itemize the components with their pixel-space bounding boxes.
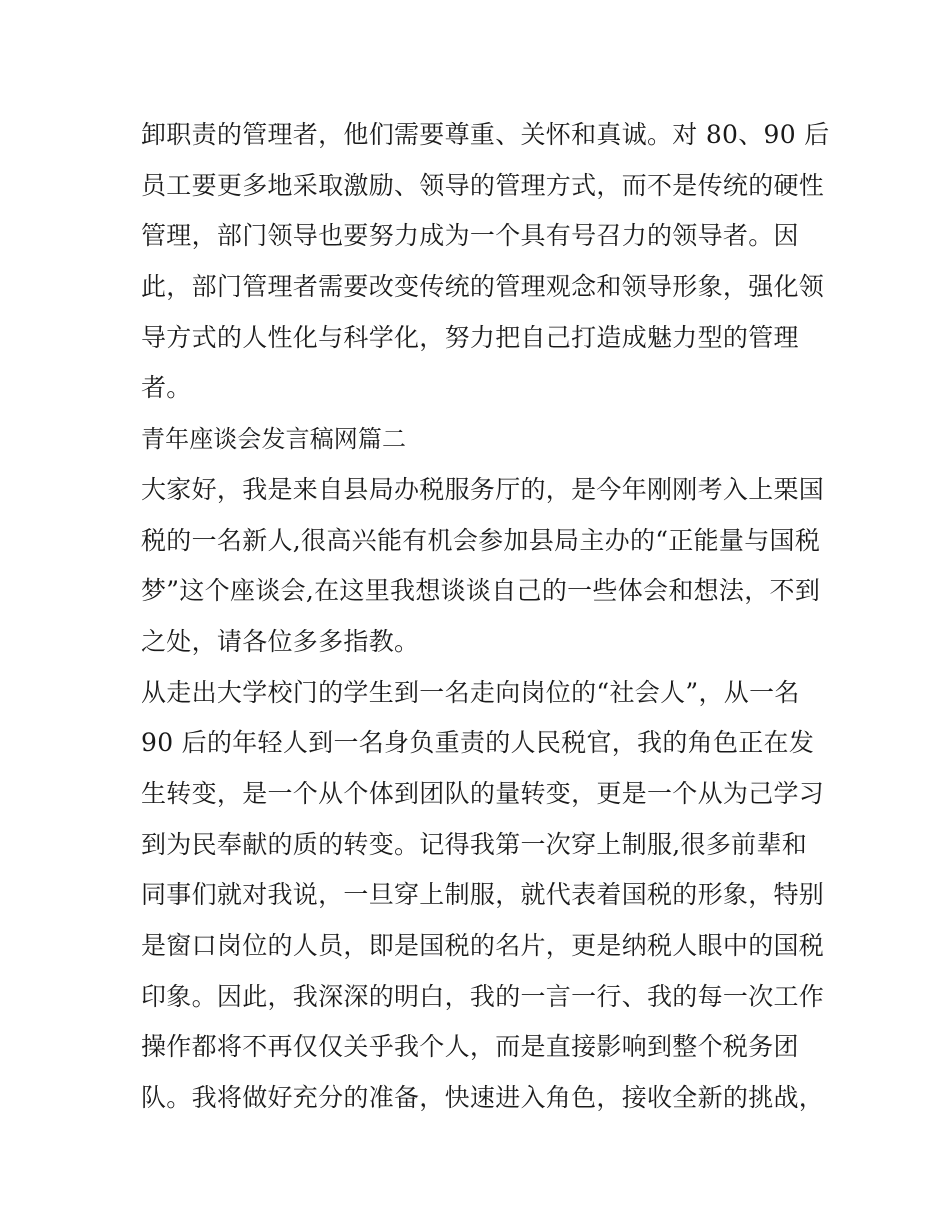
paragraph-line: 者。 bbox=[141, 373, 192, 403]
paragraph-line: 生转变，是一个从个体到团队的量转变，更是一个从为己学习 bbox=[141, 778, 825, 808]
section-heading: 青年座谈会发言稿网篇二 bbox=[141, 425, 407, 454]
paragraph-line: 到为民奉献的质的转变。记得我第一次穿上制服,很多前辈和 bbox=[141, 829, 808, 859]
paragraph-line: 从走出大学校门的学生到一名走向岗位的“社会人”，从一名 bbox=[141, 677, 800, 707]
paragraph-line: 之处，请各位多多指教。 bbox=[141, 626, 420, 656]
paragraph-line: 90 后的年轻人到一名身负重责的人民税官，我的角色正在发 bbox=[141, 728, 815, 758]
paragraph-line: 同事们就对我说，一旦穿上制服，就代表着国税的形象，特别 bbox=[141, 880, 825, 910]
paragraph-line: 队。我将做好充分的准备，快速进入角色，接收全新的挑战， bbox=[141, 1083, 825, 1113]
paragraph-line: 大家好，我是来自县局办税服务厅的，是今年刚刚考入上栗国 bbox=[141, 474, 825, 504]
paragraph-line: 卸职责的管理者，他们需要尊重、关怀和真诚。对 80、90 后 bbox=[141, 120, 830, 149]
paragraph-line: 税的一名新人,很高兴能有机会参加县局主办的“正能量与国税 bbox=[141, 525, 821, 555]
paragraph-line: 梦”这个座谈会,在这里我想谈谈自己的一些体会和想法，不到 bbox=[141, 576, 821, 606]
paragraph-line: 是窗口岗位的人员，即是国税的名片，更是纳税人眼中的国税 bbox=[141, 931, 825, 960]
document-body bbox=[141, 110, 830, 1124]
paragraph-line: 此，部门管理者需要改变传统的管理观念和领导形象，强化领 bbox=[141, 272, 825, 302]
paragraph-line: 员工要更多地采取激励、领导的管理方式，而不是传统的硬性 bbox=[141, 170, 825, 200]
paragraph-line: 操作都将不再仅仅关乎我个人，而是直接影响到整个税务团 bbox=[141, 1032, 799, 1062]
paragraph-line: 导方式的人性化与科学化，努力把自己打造成魅力型的管理 bbox=[141, 322, 799, 352]
paragraph-line: 印象。因此，我深深的明白，我的一言一行、我的每一次工作 bbox=[141, 981, 825, 1011]
paragraph-line: 管理，部门领导也要努力成为一个具有号召力的领导者。因 bbox=[141, 221, 799, 251]
